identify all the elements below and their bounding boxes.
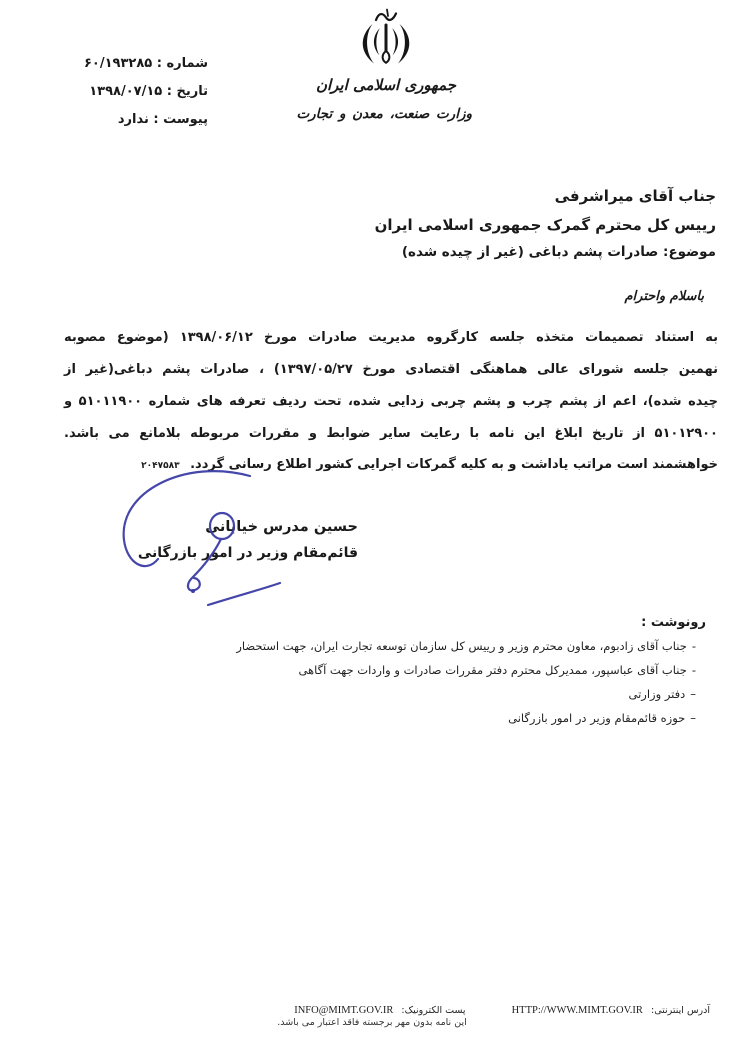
letterhead-ministry: وزارت صنعت، معدن و تجارت xyxy=(296,106,472,122)
footer-validity-note: این نامه بدون مهر برجسته فاقد اعتبار می باشد. xyxy=(277,1017,467,1028)
signature-block xyxy=(138,514,358,566)
cc-dash: – xyxy=(690,687,696,701)
salutation: باسلام واحترام xyxy=(624,289,704,304)
body-line: ۵۱۰۱۲۹۰۰ از تاریخ ابلاغ این نامه با رعایت سایر ضوابط و مقررات مربوطه بلامانع می باشد. xyxy=(64,426,718,441)
footer-web-label: آدرس اینترنتی: xyxy=(651,1005,710,1016)
cc-text: جناب آقای عباسپور، ممدیرکل محترم دفتر مقررات صادرات و واردات جهت آگاهی xyxy=(298,663,687,677)
cc-label: رونوشت : xyxy=(641,615,706,630)
cc-item xyxy=(60,663,696,678)
cc-dash: - xyxy=(691,639,696,653)
subject-text: صادرات پشم دباغی (غیر از چیده شده) xyxy=(401,244,659,260)
footer-contact-line xyxy=(294,998,710,1017)
letterhead xyxy=(296,6,472,122)
signer-title: قائم‌مقام وزیر در امور بازرگانی xyxy=(137,545,358,561)
body-line: نهمین جلسه شورای عالی هماهنگی اقتصادی مورخ ۱۳۹۷/۰۵/۲۷) ، صادرات پشم دباغی(غیر از xyxy=(64,362,718,377)
recipient-name: جناب آقای میراشرفی xyxy=(554,187,716,205)
letterhead-republic: جمهوری اسلامی ایران xyxy=(315,76,457,94)
cc-item xyxy=(60,639,696,654)
letter-date-row xyxy=(48,78,208,106)
letter-number-row xyxy=(48,50,208,78)
letter-meta xyxy=(48,50,208,134)
closing-line xyxy=(64,450,718,481)
cc-text: حوزه قائم‌مقام وزیر در امور بازرگانی xyxy=(508,711,686,725)
cc-dash: – xyxy=(690,711,696,725)
number-value: ۶۰/۱۹۳۲۸۵ xyxy=(83,56,153,71)
recipient-block xyxy=(375,182,716,260)
date-value: ۱۳۹۸/۰۷/۱۵ xyxy=(89,84,163,99)
closing-text: خواهشمند است مراتب یاداشت و به کلیه گمرکات اجرایی کشور اطلاع رسانی گردد. xyxy=(190,457,718,472)
cc-section xyxy=(60,615,706,735)
body-line: چیده شده)، اعم از پشم چرب و پشم چربی زدایی شده، تحت ردیف تعرفه های شماره ۵۱۰۱۱۹۰۰ و xyxy=(64,394,718,409)
cc-text: دفتر وزارتی xyxy=(628,687,686,701)
footer-web-url: HTTP://WWW.MIMT.GOV.IR xyxy=(511,1005,643,1016)
cc-text: جناب آقای زادبوم، معاون محترم وزیر و رییس کل سازمان توسعه تجارت ایران، جهت استحضار xyxy=(236,639,687,653)
cc-dash: - xyxy=(691,663,696,677)
footer-web xyxy=(512,998,710,1017)
cc-item xyxy=(60,711,696,726)
footer-email-label: پست الکترونیک: xyxy=(401,1005,466,1016)
cc-item xyxy=(60,687,696,702)
letter-body xyxy=(64,322,718,481)
iran-emblem-icon xyxy=(354,8,418,66)
number-label: شماره : xyxy=(156,56,208,71)
letter-attachment-row xyxy=(48,106,208,134)
subject-line xyxy=(375,244,716,260)
attachment-value: ندارد xyxy=(117,112,149,127)
recipient-title: رییس کل محترم گمرک جمهوری اسلامی ایران xyxy=(374,216,716,234)
ref-number: ۲۰۴۷۵۸۳ xyxy=(141,461,180,471)
subject-label: موضوع: xyxy=(663,244,716,260)
signer-name: حسین مدرس خیابانی xyxy=(205,519,358,535)
footer-email-address: INFO@MIMT.GOV.IR xyxy=(294,1005,394,1016)
footer-email xyxy=(294,998,465,1017)
date-label: تاریخ : xyxy=(166,84,208,99)
attachment-label: پیوست : xyxy=(153,112,208,127)
body-line: به استناد تصمیمات متخذه جلسه کارگروه مدیریت صادرات مورخ ۱۳۹۸/۰۶/۱۲ (موضوع مصوبه xyxy=(64,330,719,345)
